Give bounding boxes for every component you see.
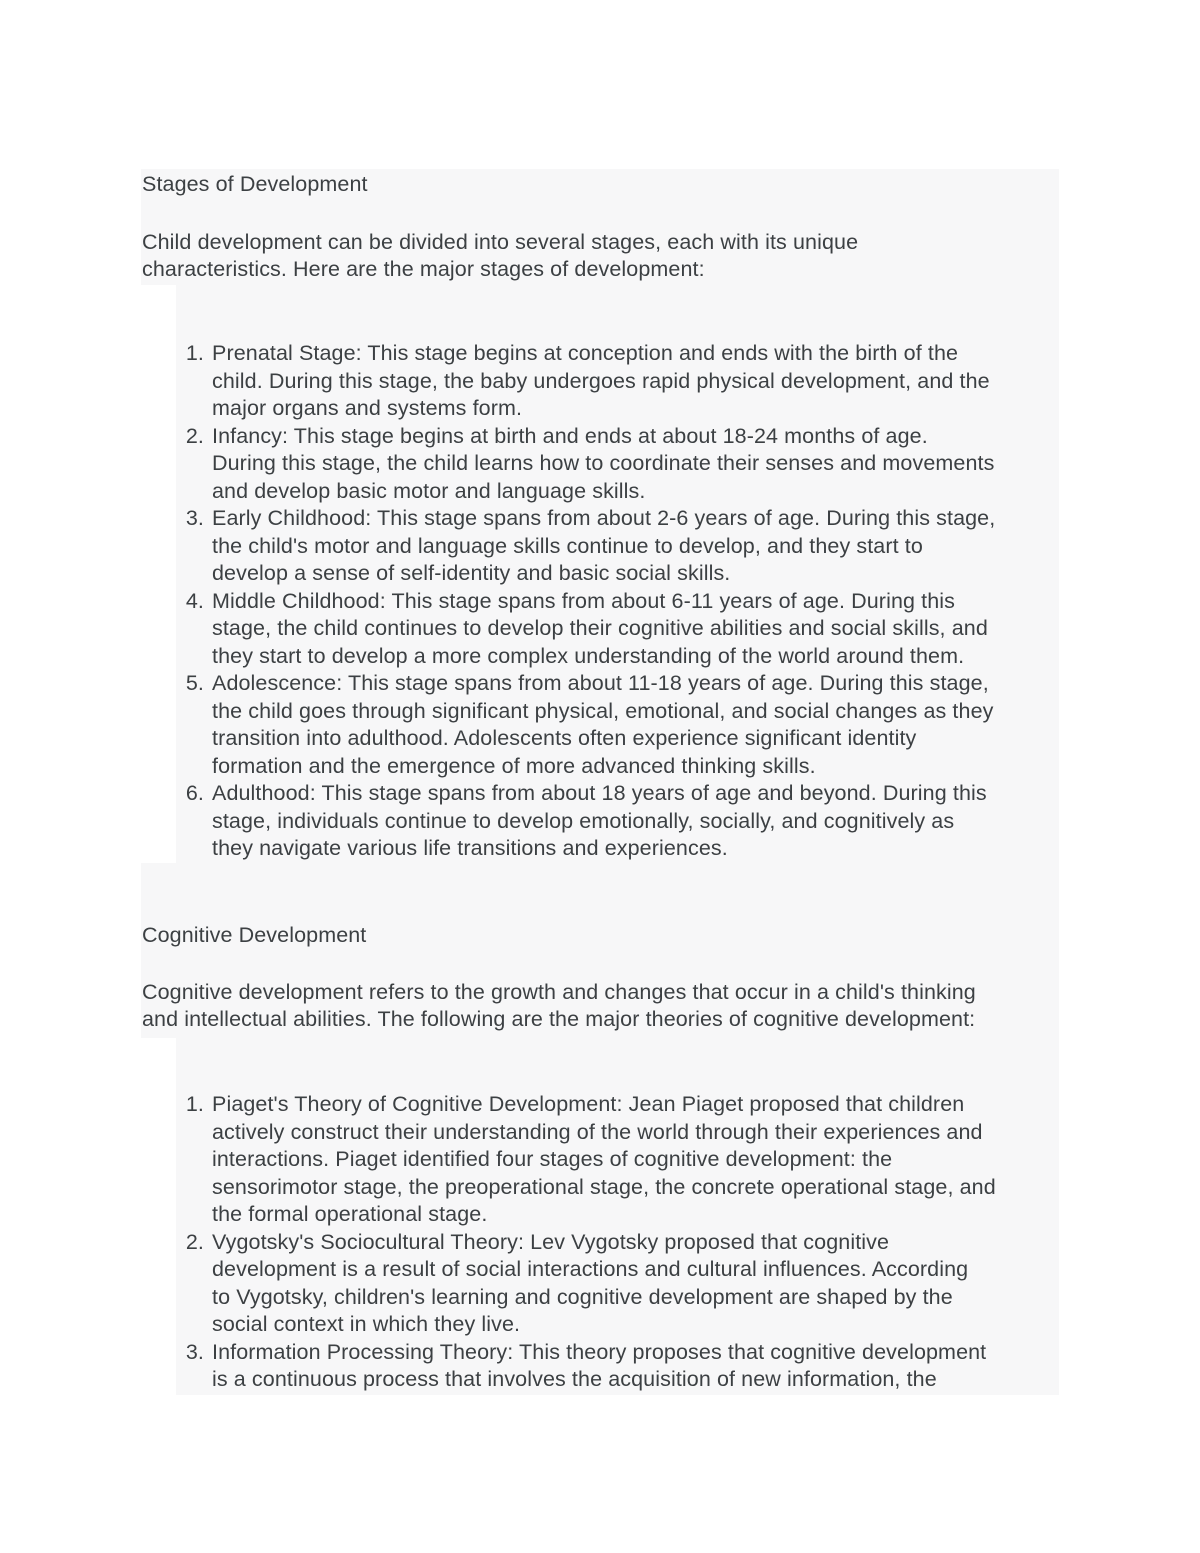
list-item — [185, 588, 995, 671]
list-item-line: social context in which they live. — [212, 1312, 521, 1336]
section-heading: Stages of Development — [142, 172, 368, 196]
list-number: 4. — [185, 588, 204, 613]
list-item-line: Piaget's Theory of Cognitive Development: Jean Piaget proposed that children — [212, 1092, 965, 1116]
list-item-line: formation and the emergence of more advanced thinking skills. — [212, 753, 816, 778]
paragraph-line: characteristics. Here are the major stages of development: — [142, 257, 705, 281]
list-item — [185, 423, 995, 506]
list-number: 5. — [185, 671, 204, 695]
list-item — [185, 505, 996, 588]
list-item — [185, 1339, 996, 1394]
list-item-line: major organs and systems form. — [212, 396, 523, 420]
list-item-line: transition into adulthood. Adolescents often experience significant identity — [212, 726, 917, 750]
list-item-line: interactions. Piaget identified four stages of cognitive development: the — [212, 1147, 893, 1171]
list-item-line: Adulthood: This stage spans from about 18 years of age and beyond. During this — [212, 781, 987, 805]
list-item-line: sensorimotor stage, the preoperational stage, the concrete operational stage, and — [212, 1174, 996, 1199]
list-item-line: stage, individuals continue to develop emotionally, socially, and cognitively as — [212, 808, 955, 833]
section-heading: Cognitive Development — [142, 923, 367, 947]
list-item-line: child. During this stage, the baby undergoes rapid physical development, and the — [212, 368, 990, 393]
list-number: 2. — [185, 1229, 204, 1254]
list-item-line: they start to develop a more complex understanding of the world around them. — [212, 643, 965, 668]
list-item — [185, 340, 995, 423]
list-item-line: to Vygotsky, children's learning and cognitive development are shaped by the — [212, 1284, 953, 1309]
theories-list — [185, 1091, 996, 1394]
list-item — [185, 780, 995, 863]
list-item-line: Middle Childhood: This stage spans from about 6-11 years of age. During this — [212, 588, 955, 613]
paragraph-line: and intellectual abilities. The following are the major theories of cognitive development: — [142, 1007, 976, 1031]
list-item-line: develop a sense of self-identity and basic social skills. — [212, 561, 731, 585]
list-number: 1. — [185, 341, 204, 365]
list-item-line: development is a result of social interactions and cultural influences. According — [212, 1257, 969, 1281]
list-item — [185, 1091, 996, 1229]
list-item-line: stage, the child continues to develop their cognitive abilities and social skills, and — [212, 616, 988, 640]
list-item — [185, 1229, 996, 1339]
list-number: 6. — [185, 781, 204, 805]
list-item-line: the child's motor and language skills continue to develop, and they start to — [212, 533, 923, 558]
list-item-line: Prenatal Stage: This stage begins at conception and ends with the birth of the — [212, 341, 959, 365]
stages-list — [185, 340, 996, 863]
list-item-line: they navigate various life transitions and experiences. — [212, 836, 728, 860]
list-item-line: Information Processing Theory: This theory proposes that cognitive development — [212, 1339, 987, 1364]
list-item-line: and develop basic motor and language skills. — [212, 478, 646, 503]
list-item-line: Infancy: This stage begins at birth and ends at about 18-24 months of age. — [212, 423, 928, 448]
list-number: 1. — [185, 1092, 204, 1116]
list-item-line: the child goes through significant physical, emotional, and social changes as they — [212, 698, 994, 723]
paragraph-line: Cognitive development refers to the growth and changes that occur in a child's thinking — [142, 980, 976, 1004]
list-item — [185, 670, 995, 780]
list-number: 3. — [185, 506, 204, 530]
list-item-line: Vygotsky's Sociocultural Theory: Lev Vygotsky proposed that cognitive — [212, 1229, 890, 1254]
list-item-line: actively construct their understanding of the world through their experiences and — [212, 1119, 983, 1144]
list-item-line: is a continuous process that involves the acquisition of new information, the — [212, 1367, 937, 1391]
list-number: 3. — [185, 1339, 204, 1364]
paragraph-line: Child development can be divided into several stages, each with its unique — [142, 230, 859, 254]
list-item-line: Adolescence: This stage spans from about 11-18 years of age. During this stage, — [212, 671, 989, 695]
list-item-line: the formal operational stage. — [212, 1202, 488, 1226]
list-item-line: Early Childhood: This stage spans from about 2-6 years of age. During this stage, — [212, 506, 996, 530]
list-item-line: During this stage, the child learns how to coordinate their senses and movements — [212, 451, 995, 475]
list-number: 2. — [185, 423, 204, 448]
